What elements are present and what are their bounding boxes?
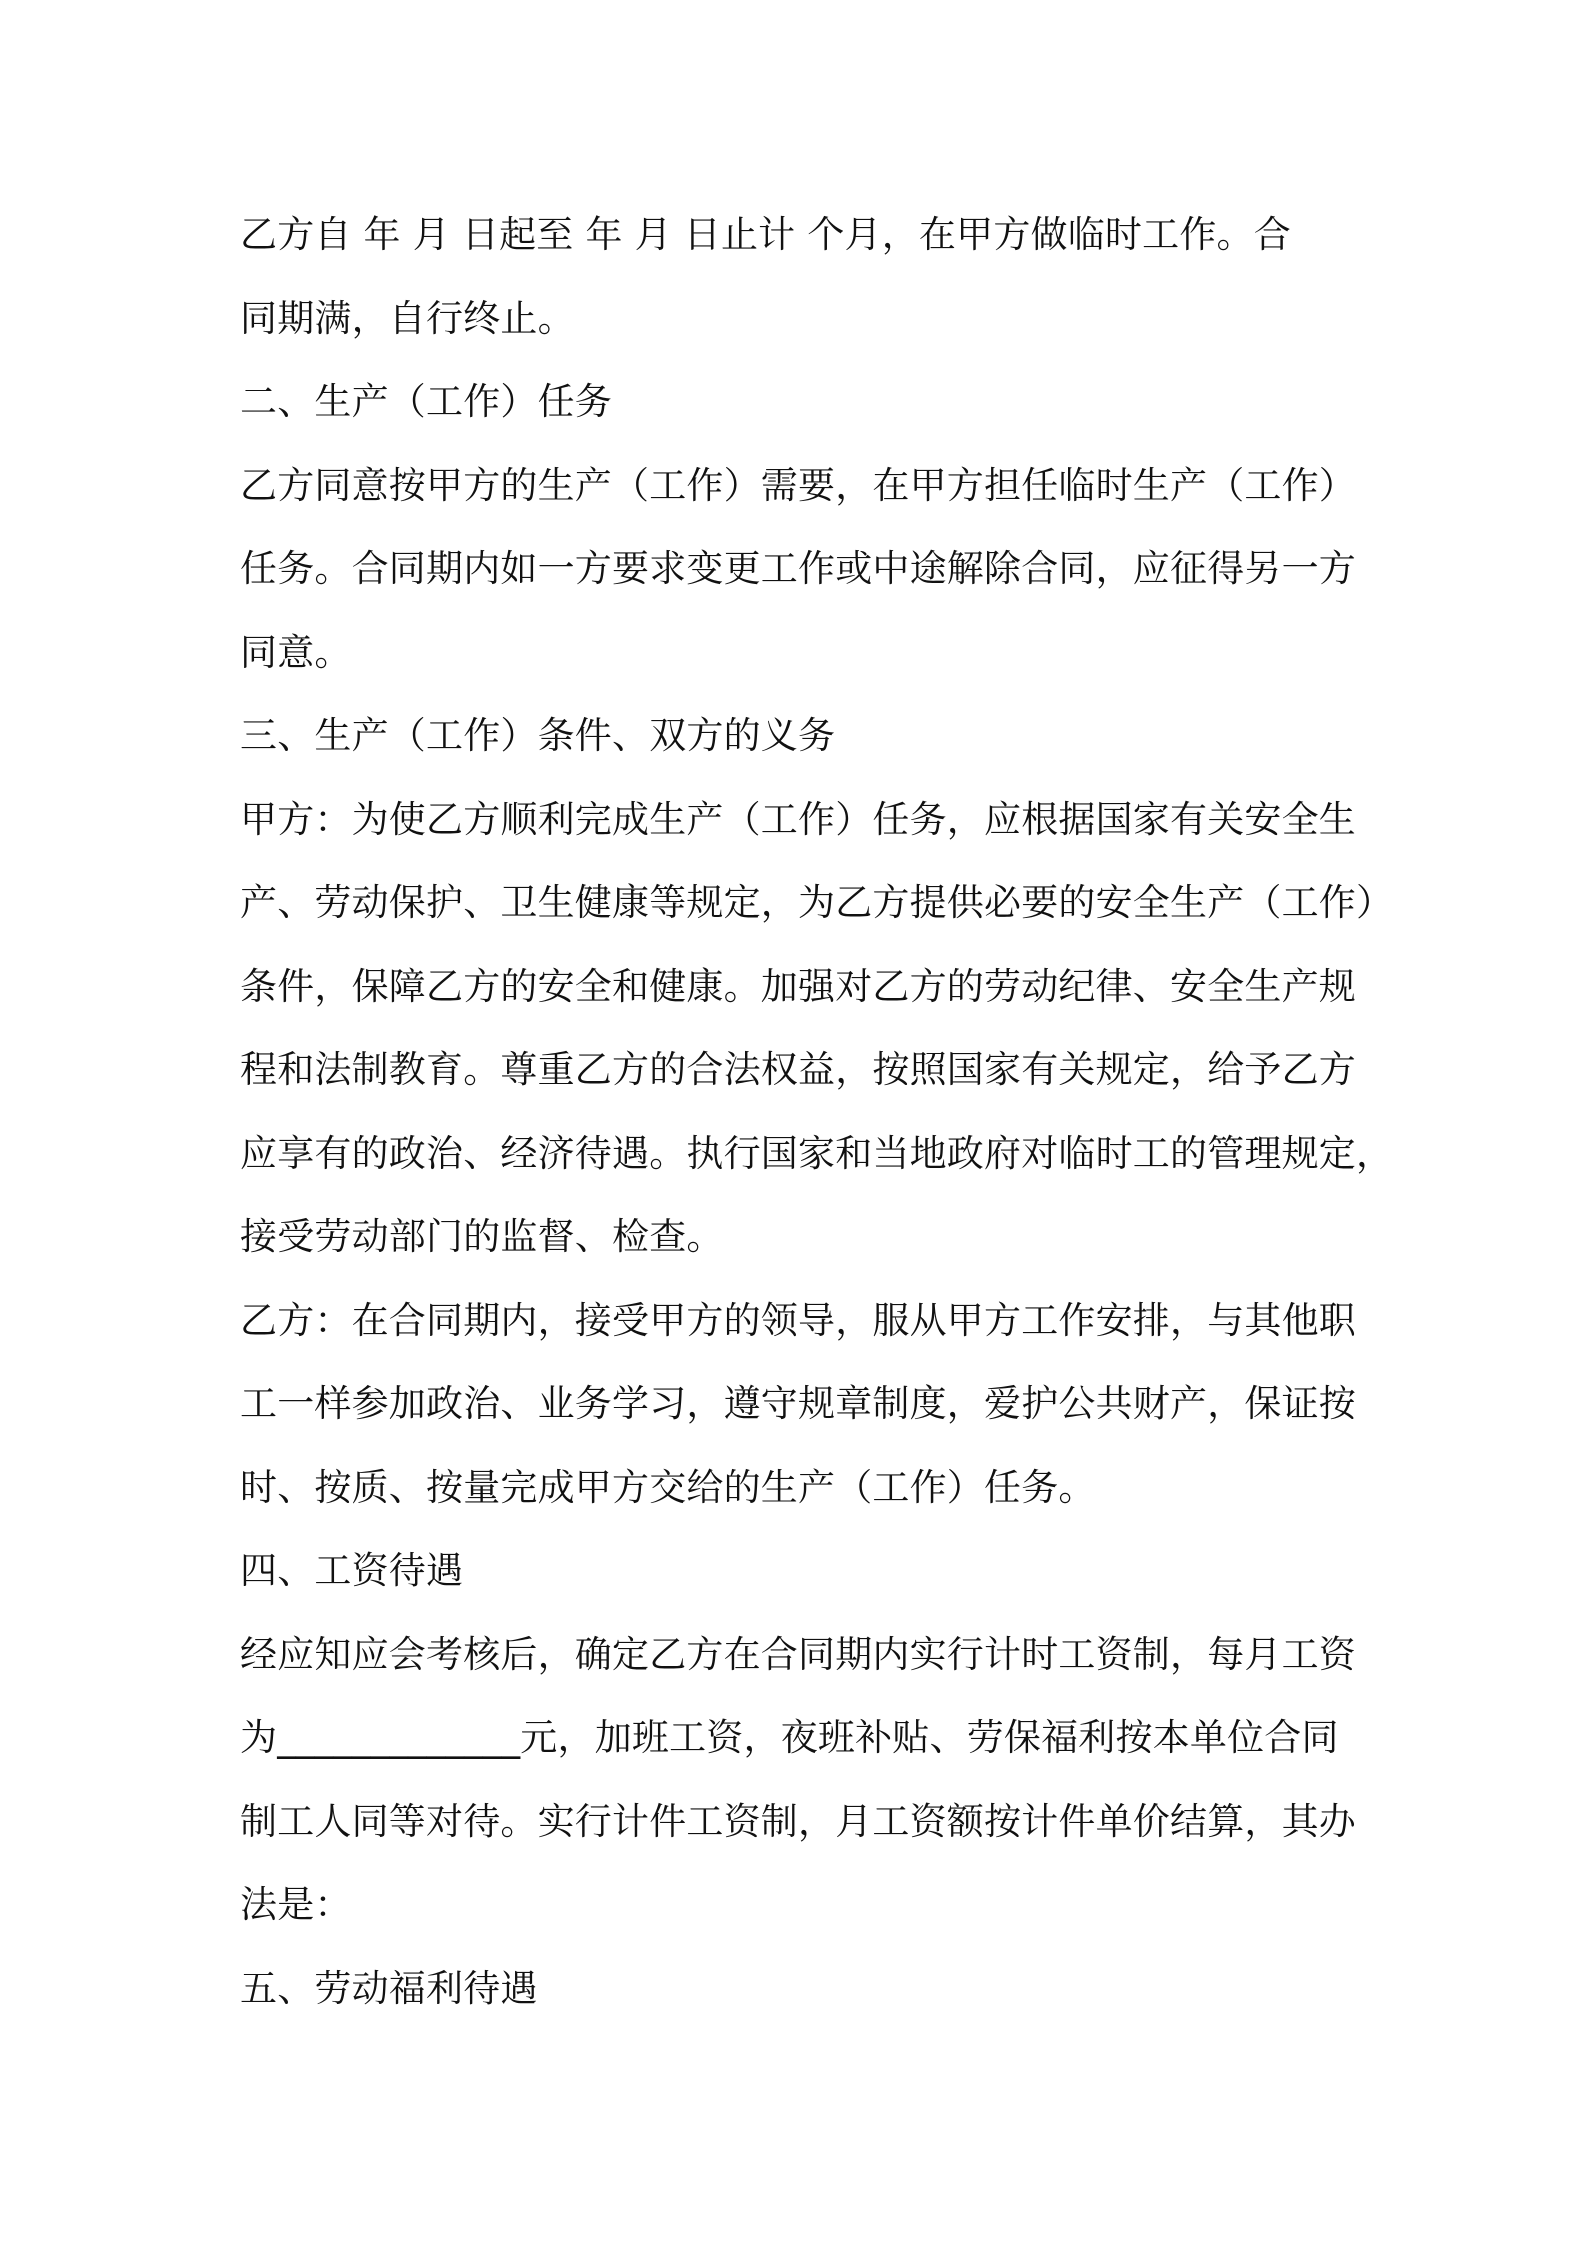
text-line: 工一样参加政治、业务学习，遵守规章制度，爱护公共财产，保证按	[240, 1382, 1356, 1425]
text-line: 任务。合同期内如一方要求变更工作或中途解除合同，应征得另一方	[240, 547, 1356, 590]
text-line: 接受劳动部门的监督、检查。	[240, 1215, 724, 1258]
text-line-party-b: 乙方：在合同期内，接受甲方的领导，服从甲方工作安排，与其他职	[240, 1298, 1356, 1342]
text-line: 程和法制教育。尊重乙方的合法权益，按照国家有关规定，给予乙方	[240, 1048, 1356, 1091]
text-line: 时、按质、按量完成甲方交给的生产（工作）任务。	[240, 1465, 1096, 1509]
text-line: 应享有的政治、经济待遇。执行国家和当地政府对临时工的管理规定，	[240, 1131, 1394, 1175]
text-line: 法是：	[240, 1883, 352, 1926]
text-line: 乙方同意按甲方的生产（工作）需要，在甲方担任临时生产（工作）	[240, 463, 1356, 507]
section-heading-2: 二、生产（工作）任务	[240, 380, 612, 423]
section-heading-3: 三、生产（工作）条件、双方的义务	[240, 714, 836, 757]
text-line: 经应知应会考核后，确定乙方在合同期内实行计时工资制，每月工资	[240, 1632, 1356, 1676]
text-line-wage-blank: 为_____________元，加班工资，夜班补贴、劳保福利按本单位合同	[240, 1716, 1339, 1759]
section-heading-5: 五、劳动福利待遇	[240, 1966, 538, 2010]
text-line: 同意。	[240, 630, 352, 674]
section-heading-4: 四、工资待遇	[240, 1549, 464, 1592]
document-body	[240, 193, 1394, 2030]
text-line-term-end: 同期满，自行终止。	[240, 296, 575, 340]
text-line: 制工人同等对待。实行计件工资制，月工资额按计件单价结算，其办	[240, 1799, 1356, 1843]
text-line: 条件，保障乙方的安全和健康。加强对乙方的劳动纪律、安全生产规	[240, 964, 1356, 1008]
text-line-term: 乙方自 年 月 日起至 年 月 日止计 个月，在甲方做临时工作。合	[240, 213, 1291, 256]
text-line-party-a: 甲方：为使乙方顺利完成生产（工作）任务，应根据国家有关安全生	[240, 797, 1356, 841]
text-line: 产、劳动保护、卫生健康等规定，为乙方提供必要的安全生产（工作）	[240, 881, 1394, 924]
